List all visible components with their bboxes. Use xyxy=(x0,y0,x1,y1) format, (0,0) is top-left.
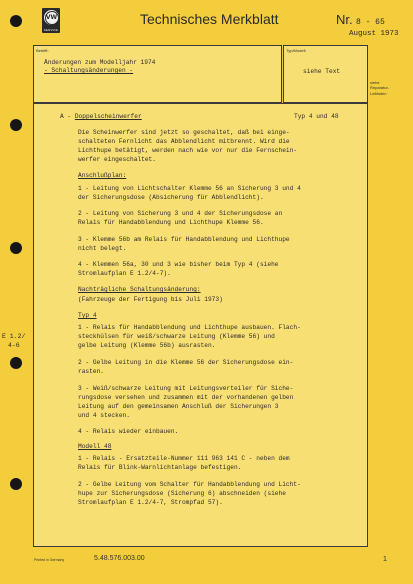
list-item-line: Relais für Blink-Warnlichtanlage befestigen. xyxy=(78,464,242,471)
model-label: Typ/Modell: xyxy=(286,48,307,53)
punch-hole xyxy=(10,357,22,369)
vw-logo: VW SERVICE xyxy=(42,8,60,33)
printed-in-label: Printed in Germany xyxy=(34,558,65,562)
list-item-line: 4 - Klemmen 56a, 30 und 3 wie bisher beim Typ 4 (siehe xyxy=(78,261,279,268)
subsection-subtitle: (Fahrzeuge der Fertigung bis Juli 1973) xyxy=(78,296,223,303)
content-area xyxy=(33,103,368,547)
list-item-line: steckhülsen für weiß/schwarze Leitung (Klemme 56) und xyxy=(78,333,275,340)
page-number: 1 xyxy=(383,556,387,563)
punch-hole xyxy=(10,242,22,254)
punch-hole xyxy=(10,119,22,131)
list-item-line: 3 - Weiß/schwarze Leitung mit Leitungsverteiler für Siche- xyxy=(78,385,294,392)
subject-label: Betrifft: xyxy=(36,48,49,53)
part-number: 5.48.576.003.00 xyxy=(94,555,145,562)
bulletin-date: August 1973 xyxy=(349,30,399,38)
list-item-line: 2 - Leitung von Sicherung 3 und 4 der Sicherungsdose an xyxy=(78,210,283,217)
bulletin-number: Nr. 8 - 65 xyxy=(336,12,385,27)
punch-hole xyxy=(10,478,22,490)
list-item-line: 1 - Relais für Handabblendung und Lichthupe ausbauen. Flach- xyxy=(78,324,301,331)
paragraph-line: schalteten Fernlicht das Abblendlicht mitbrennt. Wird die xyxy=(78,138,290,145)
list-item-line: der Sicherungsdose (Absicherung für Abblendlicht). xyxy=(78,194,264,201)
list-item-line: Stromlaufplan E 1.2/4-7, Strompfad 57). xyxy=(78,499,223,506)
subsection-heading: Anschlußplan: xyxy=(78,172,127,179)
list-item-line: rasten. xyxy=(78,368,104,375)
subsection-heading: Typ 4 xyxy=(78,312,97,319)
list-item-line: 1 - Leitung von Lichtschalter Klemme 56 an Sicherung 3 und 4 xyxy=(78,185,301,192)
list-item-line: 1 - Relais - Ersatzteile-Nummer 111 963 141 C - neben dem xyxy=(78,455,290,462)
document-title: Technisches Merkblatt xyxy=(140,11,279,27)
subsection-heading: Modell 48 xyxy=(78,443,112,450)
model-value: siehe Text xyxy=(303,68,341,75)
list-item-line: 2 - Gelbe Leitung vom Schalter für Handabblendung und Licht- xyxy=(78,481,301,488)
subject-line: Änderungen zum Modelljahr 1974 xyxy=(44,59,156,66)
paragraph-line: Die Scheinwerfer sind jetzt so geschaltet, daß bei einge- xyxy=(78,129,290,136)
punch-hole xyxy=(10,15,22,27)
list-item-line: gelbe Leitung (Klemme 56b) ausrasten. xyxy=(78,342,216,349)
paragraph-line: werfer eingeschaltet. xyxy=(78,156,156,163)
list-item-line: Stromlaufplan E 1.2/4-7). xyxy=(78,270,171,277)
margin-reference: E 1.2/ 4-6 xyxy=(2,333,26,349)
list-item-line: Leitung auf den gemeinsamen Anschluß der Sicherungen 3 xyxy=(78,403,279,410)
section-heading: A - Doppelscheinwerfer xyxy=(60,113,142,120)
list-item-line: 4 - Relais wieder einbauen. xyxy=(78,428,179,435)
list-item-line: 3 - Klemme 56b am Relais für Handabblendung und Lichthupe xyxy=(78,236,290,243)
paragraph-line: Lichthupe betätigt, werden nach wie vor nur die Fernschein- xyxy=(78,147,298,154)
list-item-line: nicht belegt. xyxy=(78,245,127,252)
list-item-line: 2 - Gelbe Leitung in die Klemme 56 der Sicherungsdose ein- xyxy=(78,359,294,366)
model-box xyxy=(283,45,368,103)
section-type: Typ 4 und 48 xyxy=(294,113,339,120)
list-item-line: hupe zur Sicherungsdose (Sicherung 6) abschneiden (siehe xyxy=(78,490,286,497)
subject-box xyxy=(33,45,282,103)
sidebar-reference-label: siehe Reparatur- Leitfaden xyxy=(370,80,390,96)
list-item-line: und 4 stecken. xyxy=(78,412,130,419)
subsection-heading: Nachträgliche Schaltungsänderung: xyxy=(78,286,201,293)
list-item-line: rungsdose versehen und zusammen mit der vorhandenen gelben xyxy=(78,394,294,401)
subject-line: - Schaltungsänderungen - xyxy=(44,67,134,74)
list-item-line: Relais für Handabblendung und Lichthupe Klemme 56. xyxy=(78,219,264,226)
